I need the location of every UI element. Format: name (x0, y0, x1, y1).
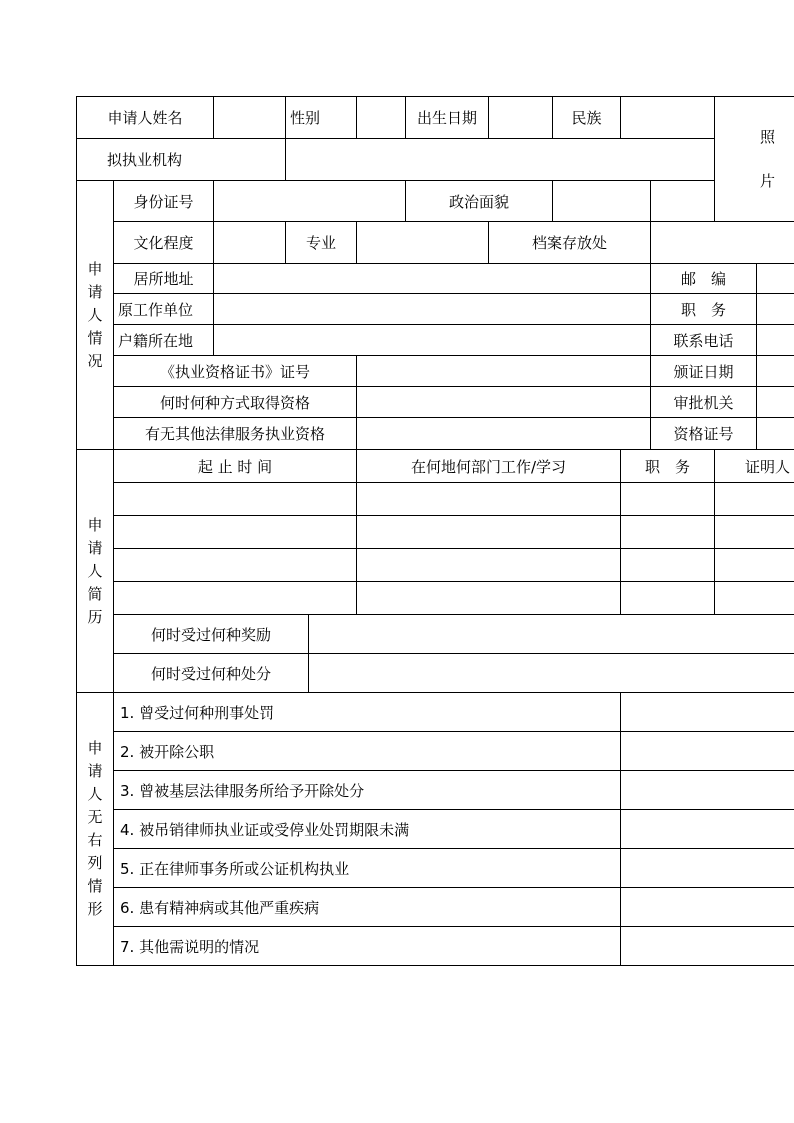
applicant-info-row-certificate (77, 356, 794, 387)
birth-date-label: 出生日期 (406, 97, 489, 139)
condition-answer-4[interactable] (621, 810, 794, 849)
phone-field[interactable] (757, 325, 794, 356)
issue-date-label: 颁证日期 (651, 356, 757, 387)
resume-witness-field[interactable] (715, 582, 794, 615)
condition-row (77, 927, 794, 966)
applicant-info-section-label (77, 181, 114, 450)
resume-workplace-field[interactable] (357, 483, 621, 516)
section-char: 人 (87, 561, 103, 580)
position-field[interactable] (757, 294, 794, 325)
approval-authority-label: 审批机关 (651, 387, 757, 418)
resume-period-field[interactable] (114, 483, 357, 516)
resume-period-field[interactable] (114, 516, 357, 549)
resume-section-label (77, 450, 114, 693)
section-char: 形 (87, 900, 103, 918)
residence-label: 居所地址 (114, 264, 214, 294)
condition-answer-5[interactable] (621, 849, 794, 888)
section-char: 简 (87, 584, 103, 603)
resume-header-witness: 证明人 (715, 450, 794, 483)
applicant-info-row-id (77, 181, 794, 222)
condition-row (77, 732, 794, 771)
resume-row (77, 516, 794, 549)
postal-code-field[interactable] (757, 264, 794, 294)
condition-answer-6[interactable] (621, 888, 794, 927)
resume-position-field[interactable] (621, 549, 715, 582)
other-qualification-field[interactable] (357, 418, 651, 450)
resume-position-field[interactable] (621, 582, 715, 615)
resume-period-field[interactable] (114, 582, 357, 615)
applicant-name-label: 申请人姓名 (77, 97, 214, 139)
applicant-info-row-other-qualification (77, 418, 794, 450)
applicant-info-row-employer (77, 294, 794, 325)
photo-char-2: 片 (760, 172, 776, 190)
resume-workplace-field[interactable] (357, 582, 621, 615)
section-char: 申 (87, 515, 103, 534)
resume-header-position: 职 务 (621, 450, 715, 483)
ethnicity-label: 民族 (553, 97, 621, 139)
applicant-name-field[interactable] (214, 97, 286, 139)
section-char: 人 (87, 305, 103, 324)
household-reg-field[interactable] (214, 325, 651, 356)
former-employer-label: 原工作单位 (114, 294, 214, 325)
condition-item-7: 7. 其他需说明的情况 (114, 927, 621, 966)
political-status-label: 政治面貌 (406, 181, 553, 222)
condition-answer-2[interactable] (621, 732, 794, 771)
qualification-cert-label: 资格证号 (651, 418, 757, 450)
condition-answer-7[interactable] (621, 927, 794, 966)
section-char: 申 (87, 739, 103, 757)
approval-authority-field[interactable] (757, 387, 794, 418)
institution-label: 拟执业机构 (77, 139, 286, 181)
education-label: 文化程度 (114, 222, 214, 264)
section-char: 情 (87, 877, 103, 895)
qualification-cert-field[interactable] (757, 418, 794, 450)
position-label: 职 务 (651, 294, 757, 325)
condition-row (77, 888, 794, 927)
condition-row (77, 771, 794, 810)
resume-header-row (77, 450, 794, 483)
major-label: 专业 (286, 222, 357, 264)
id-number-label: 身份证号 (114, 181, 214, 222)
certificate-no-field[interactable] (357, 356, 651, 387)
archive-location-field[interactable] (651, 222, 794, 264)
basic-info-row-1 (77, 97, 794, 139)
gender-label: 性别 (286, 97, 357, 139)
condition-answer-3[interactable] (621, 771, 794, 810)
punishments-label: 何时受过何种处分 (114, 654, 309, 693)
photo-char-1: 照 (760, 128, 776, 146)
archive-location-label: 档案存放处 (489, 222, 651, 264)
birth-date-field[interactable] (489, 97, 553, 139)
resume-period-field[interactable] (114, 549, 357, 582)
condition-row (77, 849, 794, 888)
resume-row (77, 549, 794, 582)
gender-field[interactable] (357, 97, 406, 139)
issue-date-field[interactable] (757, 356, 794, 387)
punishments-field[interactable] (309, 654, 794, 693)
photo-box[interactable] (715, 97, 794, 222)
education-field[interactable] (214, 222, 286, 264)
how-obtained-label: 何时何种方式取得资格 (114, 387, 357, 418)
resume-witness-field[interactable] (715, 549, 794, 582)
certificate-no-label: 《执业资格证书》证号 (114, 356, 357, 387)
conditions-section-label (77, 693, 114, 966)
section-char: 历 (87, 607, 103, 626)
condition-item-1: 1. 曾受过何种刑事处罚 (114, 693, 621, 732)
applicant-info-row-education (77, 222, 794, 264)
section-char: 况 (87, 351, 103, 370)
applicant-info-row-obtained (77, 387, 794, 418)
resume-position-field[interactable] (621, 516, 715, 549)
resume-row (77, 582, 794, 615)
section-char: 请 (87, 282, 103, 301)
application-form-table (76, 96, 794, 966)
awards-field[interactable] (309, 615, 794, 654)
political-status-field[interactable] (553, 181, 651, 222)
section-char: 右 (87, 831, 103, 849)
resume-workplace-field[interactable] (357, 516, 621, 549)
awards-label: 何时受过何种奖励 (114, 615, 309, 654)
residence-field[interactable] (214, 264, 651, 294)
condition-item-4: 4. 被吊销律师执业证或受停业处罚期限未满 (114, 810, 621, 849)
postal-code-label: 邮 编 (651, 264, 757, 294)
condition-row (77, 693, 794, 732)
section-char: 情 (87, 328, 103, 347)
punishments-row (77, 654, 794, 693)
resume-header-workplace: 在何地何部门工作/学习 (357, 450, 621, 483)
applicant-info-row-household (77, 325, 794, 356)
applicant-info-row-residence (77, 264, 794, 294)
condition-answer-1[interactable] (621, 693, 794, 732)
resume-position-field[interactable] (621, 483, 715, 516)
condition-item-5: 5. 正在律师事务所或公证机构执业 (114, 849, 621, 888)
section-char: 人 (87, 785, 103, 803)
institution-field[interactable] (286, 139, 715, 181)
condition-row (77, 810, 794, 849)
section-char: 请 (87, 762, 103, 780)
former-employer-field[interactable] (214, 294, 651, 325)
id-number-field[interactable] (214, 181, 406, 222)
phone-label: 联系电话 (651, 325, 757, 356)
resume-row (77, 483, 794, 516)
section-char: 申 (87, 259, 103, 278)
resume-header-period: 起 止 时 间 (114, 450, 357, 483)
resume-witness-field[interactable] (715, 516, 794, 549)
household-reg-label: 户籍所在地 (114, 325, 214, 356)
how-obtained-field[interactable] (357, 387, 651, 418)
ethnicity-field[interactable] (621, 97, 715, 139)
section-char: 请 (87, 538, 103, 557)
major-field[interactable] (357, 222, 489, 264)
section-char: 列 (87, 854, 103, 872)
resume-workplace-field[interactable] (357, 549, 621, 582)
condition-item-2: 2. 被开除公职 (114, 732, 621, 771)
awards-row (77, 615, 794, 654)
section-char: 无 (87, 808, 103, 826)
resume-witness-field[interactable] (715, 483, 794, 516)
condition-item-3: 3. 曾被基层法律服务所给予开除处分 (114, 771, 621, 810)
condition-item-6: 6. 患有精神病或其他严重疾病 (114, 888, 621, 927)
basic-info-row-2 (77, 139, 794, 181)
other-qualification-label: 有无其他法律服务执业资格 (114, 418, 357, 450)
